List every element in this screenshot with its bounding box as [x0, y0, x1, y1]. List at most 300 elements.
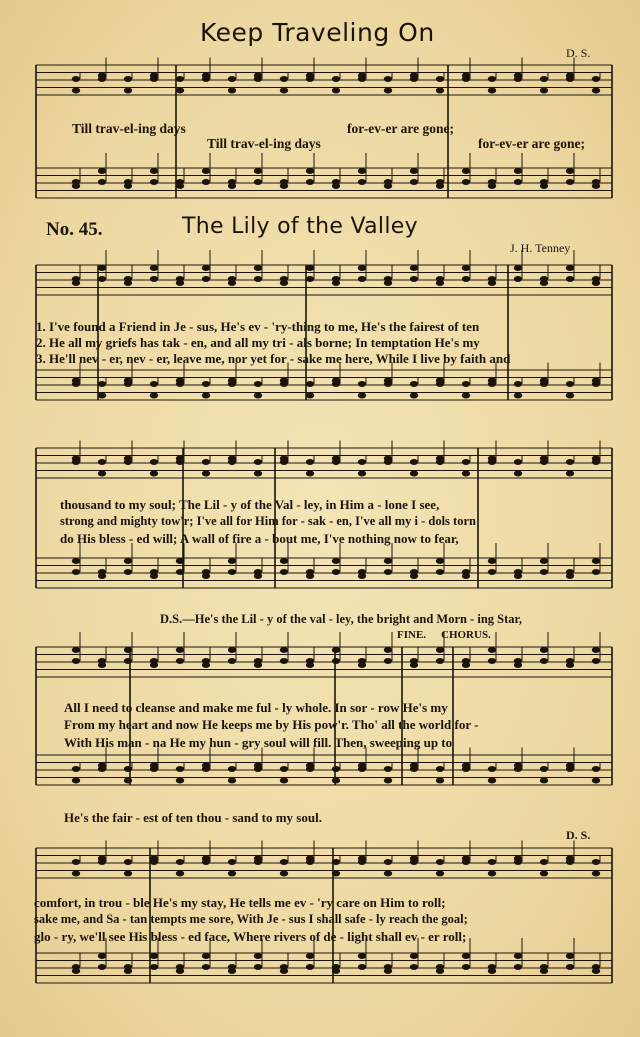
note-head [436, 381, 444, 387]
note-head [410, 658, 418, 664]
note-head [462, 459, 470, 465]
note-head [72, 778, 80, 784]
note-head [176, 88, 184, 94]
note-head [384, 569, 392, 575]
note-head [488, 381, 496, 387]
note-head [306, 168, 314, 174]
note-head [176, 459, 184, 465]
note-head [462, 393, 470, 399]
note-head [488, 276, 496, 282]
note-head [202, 953, 210, 959]
note-head [228, 276, 236, 282]
note-head [436, 76, 444, 82]
note-head [358, 658, 366, 664]
note-head [98, 76, 106, 82]
note-head [592, 558, 600, 564]
composer: J. H. Tenney [510, 241, 571, 255]
note-head [410, 459, 418, 465]
note-head [280, 276, 288, 282]
note-head [254, 766, 262, 772]
note-head [566, 964, 574, 970]
note-head [72, 658, 80, 664]
note-head [436, 276, 444, 282]
note-head [436, 859, 444, 865]
note-head [436, 179, 444, 185]
note-head [228, 459, 236, 465]
note-head [124, 569, 132, 575]
note-head [332, 459, 340, 465]
note-head [566, 265, 574, 271]
note-head [72, 766, 80, 772]
note-head [488, 964, 496, 970]
note-head [306, 658, 314, 664]
note-head [306, 766, 314, 772]
note-head [228, 179, 236, 185]
note-head [254, 168, 262, 174]
note-head [514, 964, 522, 970]
hymn-number: No. 45. [46, 219, 103, 240]
ds-mark-2: D. S. [566, 828, 591, 842]
note-head [98, 265, 106, 271]
note-head [358, 76, 366, 82]
note-head [332, 179, 340, 185]
note-head [202, 658, 210, 664]
note-head [436, 871, 444, 877]
note-head [124, 778, 132, 784]
note-head [72, 76, 80, 82]
note-head [488, 859, 496, 865]
note-head [228, 871, 236, 877]
note-head [306, 179, 314, 185]
note-head [488, 778, 496, 784]
note-head [514, 179, 522, 185]
note-head [98, 471, 106, 477]
note-head [124, 459, 132, 465]
note-head [176, 859, 184, 865]
note-head [436, 778, 444, 784]
note-head [592, 647, 600, 653]
note-head [592, 88, 600, 94]
note-head [410, 953, 418, 959]
note-head [202, 393, 210, 399]
note-head [462, 276, 470, 282]
ds-line: D.S.—He's the Lil - y of the val - ley, the bright and Morn - ing Star, [160, 612, 523, 626]
note-head [254, 381, 262, 387]
note-head [384, 76, 392, 82]
note-head [150, 953, 158, 959]
note-head [540, 381, 548, 387]
note-head [566, 179, 574, 185]
note-head [540, 88, 548, 94]
note-head [202, 76, 210, 82]
note-head [540, 276, 548, 282]
note-head [410, 569, 418, 575]
note-head [202, 471, 210, 477]
note-head [306, 381, 314, 387]
note-head [280, 658, 288, 664]
note-head [462, 381, 470, 387]
s1-verse-3: 3. He'll nev - er, nev - er, leave me, nor yet for - sake me here, While I live by faith and [36, 351, 511, 366]
note-head [124, 658, 132, 664]
note-head [592, 658, 600, 664]
note-head [566, 168, 574, 174]
note-head [592, 964, 600, 970]
note-head [280, 76, 288, 82]
note-head [202, 265, 210, 271]
note-head [384, 871, 392, 877]
note-head [384, 179, 392, 185]
note-head [410, 766, 418, 772]
note-head [540, 647, 548, 653]
note-head [592, 859, 600, 865]
note-head [514, 766, 522, 772]
note-head [540, 569, 548, 575]
note-head [98, 953, 106, 959]
note-head [280, 871, 288, 877]
note-head [254, 265, 262, 271]
note-head [410, 471, 418, 477]
note-head [228, 569, 236, 575]
note-head [384, 647, 392, 653]
note-head [280, 459, 288, 465]
note-head [176, 647, 184, 653]
note-head [228, 964, 236, 970]
s3-verse-3: With His man - na He my hun - gry soul will fill. Then, sweeping up to [64, 735, 453, 750]
note-head [176, 558, 184, 564]
note-head [436, 658, 444, 664]
note-head [98, 569, 106, 575]
note-head [228, 778, 236, 784]
note-head [462, 766, 470, 772]
note-head [462, 76, 470, 82]
note-head [72, 569, 80, 575]
note-head [124, 766, 132, 772]
s4-verse-1: comfort, in trou - ble He's my stay, He tells me ev - 'ry care on Him to roll; [34, 895, 446, 910]
note-head [436, 558, 444, 564]
note-head [540, 859, 548, 865]
note-head [202, 964, 210, 970]
note-head [540, 964, 548, 970]
note-head [124, 381, 132, 387]
note-head [384, 658, 392, 664]
note-head [124, 871, 132, 877]
note-head [410, 179, 418, 185]
note-head [176, 569, 184, 575]
note-head [436, 569, 444, 575]
note-head [332, 558, 340, 564]
note-head [462, 265, 470, 271]
fine-mark: FINE. [397, 629, 427, 641]
note-head [384, 766, 392, 772]
note-head [488, 179, 496, 185]
note-head [280, 558, 288, 564]
top-lyric-2a: Till trav-el-ing days [207, 136, 321, 151]
note-head [306, 859, 314, 865]
note-head [202, 381, 210, 387]
note-head [280, 859, 288, 865]
note-head [566, 953, 574, 959]
note-head [176, 871, 184, 877]
note-head [254, 393, 262, 399]
note-head [592, 381, 600, 387]
note-head [540, 76, 548, 82]
note-head [358, 393, 366, 399]
note-head [384, 459, 392, 465]
note-head [306, 471, 314, 477]
note-head [332, 859, 340, 865]
note-head [436, 766, 444, 772]
note-head [176, 964, 184, 970]
note-head [358, 953, 366, 959]
note-head [462, 471, 470, 477]
note-head [228, 658, 236, 664]
note-head [254, 76, 262, 82]
note-head [280, 778, 288, 784]
note-head [124, 964, 132, 970]
note-head [332, 76, 340, 82]
note-head [592, 459, 600, 465]
note-head [332, 658, 340, 664]
note-head [254, 964, 262, 970]
note-head [358, 168, 366, 174]
note-head [514, 859, 522, 865]
note-head [592, 766, 600, 772]
s3-extra: He's the fair - est of ten thou - sand to my soul. [64, 810, 322, 825]
note-head [488, 76, 496, 82]
note-head [72, 88, 80, 94]
note-head [462, 168, 470, 174]
note-head [72, 964, 80, 970]
note-head [566, 766, 574, 772]
note-head [358, 471, 366, 477]
top-ds-mark: D. S. [566, 46, 591, 60]
note-head [228, 558, 236, 564]
note-head [98, 859, 106, 865]
note-head [566, 76, 574, 82]
s1-verse-2: 2. He all my griefs has tak - en, and all my tri - als borne; In temptation He's my [36, 335, 480, 350]
note-head [98, 459, 106, 465]
note-head [410, 76, 418, 82]
note-head [124, 88, 132, 94]
note-head [280, 569, 288, 575]
note-head [384, 778, 392, 784]
note-head [514, 76, 522, 82]
note-head [540, 558, 548, 564]
note-head [358, 459, 366, 465]
note-head [306, 459, 314, 465]
note-head [592, 778, 600, 784]
note-head [592, 569, 600, 575]
note-head [72, 276, 80, 282]
note-head [566, 471, 574, 477]
note-head [410, 265, 418, 271]
note-head [150, 964, 158, 970]
note-head [176, 76, 184, 82]
note-head [410, 393, 418, 399]
note-head [514, 393, 522, 399]
note-head [488, 871, 496, 877]
note-head [202, 766, 210, 772]
note-head [124, 647, 132, 653]
note-head [358, 964, 366, 970]
note-head [332, 88, 340, 94]
note-head [540, 459, 548, 465]
note-head [384, 964, 392, 970]
note-head [358, 276, 366, 282]
note-head [306, 953, 314, 959]
note-head [98, 964, 106, 970]
note-head [540, 871, 548, 877]
note-head [592, 871, 600, 877]
note-head [228, 859, 236, 865]
note-head [228, 647, 236, 653]
s2-verse-3: do His bless - ed will; A wall of fire a - bout me, I've nothing now to fear, [60, 531, 459, 546]
note-head [566, 859, 574, 865]
note-head [228, 88, 236, 94]
note-head [202, 459, 210, 465]
note-head [566, 393, 574, 399]
note-head [150, 471, 158, 477]
note-head [150, 265, 158, 271]
note-head [98, 658, 106, 664]
hymn-title: The Lily of the Valley [182, 214, 418, 239]
note-head [202, 276, 210, 282]
note-head [306, 276, 314, 282]
note-head [462, 953, 470, 959]
note-head [358, 569, 366, 575]
note-head [358, 859, 366, 865]
note-head [332, 871, 340, 877]
note-head [150, 658, 158, 664]
note-head [150, 179, 158, 185]
note-head [410, 276, 418, 282]
note-head [514, 471, 522, 477]
note-head [124, 558, 132, 564]
note-head [98, 276, 106, 282]
note-head [306, 76, 314, 82]
top-lyric-1b: for-ev-er are gone; [347, 121, 454, 136]
note-head [462, 179, 470, 185]
note-head [514, 658, 522, 664]
note-head [124, 859, 132, 865]
note-head [150, 168, 158, 174]
note-head [566, 658, 574, 664]
note-head [72, 647, 80, 653]
note-head [254, 459, 262, 465]
note-head [306, 569, 314, 575]
note-head [124, 276, 132, 282]
note-head [462, 859, 470, 865]
note-head [436, 88, 444, 94]
note-head [488, 558, 496, 564]
s2-verse-2: strong and mighty tow'r; I've all for Him for - sak - en, I've all my i - dols torn [60, 514, 476, 528]
note-head [332, 766, 340, 772]
note-head [202, 859, 210, 865]
note-head [436, 459, 444, 465]
note-head [566, 459, 574, 465]
note-head [540, 658, 548, 664]
top-lyric-1a: Till trav-el-ing days [72, 121, 186, 136]
note-head [202, 168, 210, 174]
note-head [358, 381, 366, 387]
note-head [254, 569, 262, 575]
note-head [228, 76, 236, 82]
note-head [410, 168, 418, 174]
note-head [124, 76, 132, 82]
note-head [98, 168, 106, 174]
note-head [150, 381, 158, 387]
note-head [72, 459, 80, 465]
note-head [202, 569, 210, 575]
note-head [306, 265, 314, 271]
note-head [384, 558, 392, 564]
note-head [384, 859, 392, 865]
note-head [72, 179, 80, 185]
note-head [358, 265, 366, 271]
note-head [176, 381, 184, 387]
note-head [514, 459, 522, 465]
note-head [280, 88, 288, 94]
note-head [254, 471, 262, 477]
note-head [150, 76, 158, 82]
note-head [566, 276, 574, 282]
note-head [488, 569, 496, 575]
chorus-mark: CHORUS. [441, 629, 491, 641]
note-head [514, 168, 522, 174]
note-head [280, 964, 288, 970]
note-head [176, 658, 184, 664]
s3-verse-2: From my heart and now He keeps me by His pow'r. Tho' all the world for - [64, 717, 479, 732]
note-head [202, 179, 210, 185]
note-head [150, 393, 158, 399]
note-head [72, 381, 80, 387]
note-head [124, 179, 132, 185]
note-head [462, 658, 470, 664]
note-head [150, 569, 158, 575]
note-head [98, 179, 106, 185]
note-head [150, 276, 158, 282]
s4-verse-3: glo - ry, we'll see His bless - ed face, Where rivers of de - light shall ev - er roll; [34, 929, 467, 944]
note-head [462, 569, 470, 575]
note-head [540, 766, 548, 772]
s3-verse-1: All I need to cleanse and make me ful - ly whole. In sor - row He's my [64, 700, 448, 715]
note-head [254, 658, 262, 664]
note-head [410, 381, 418, 387]
note-head [306, 964, 314, 970]
note-head [410, 964, 418, 970]
note-head [488, 88, 496, 94]
note-head [72, 558, 80, 564]
note-head [254, 859, 262, 865]
note-head [176, 276, 184, 282]
note-head [280, 647, 288, 653]
note-head [514, 381, 522, 387]
note-head [436, 964, 444, 970]
note-head [306, 393, 314, 399]
note-head [410, 859, 418, 865]
note-head [358, 179, 366, 185]
note-head [592, 76, 600, 82]
note-head [514, 569, 522, 575]
note-head [514, 953, 522, 959]
note-head [98, 381, 106, 387]
note-head [280, 179, 288, 185]
note-head [332, 647, 340, 653]
note-head [176, 179, 184, 185]
note-head [72, 859, 80, 865]
note-head [332, 276, 340, 282]
note-head [540, 778, 548, 784]
